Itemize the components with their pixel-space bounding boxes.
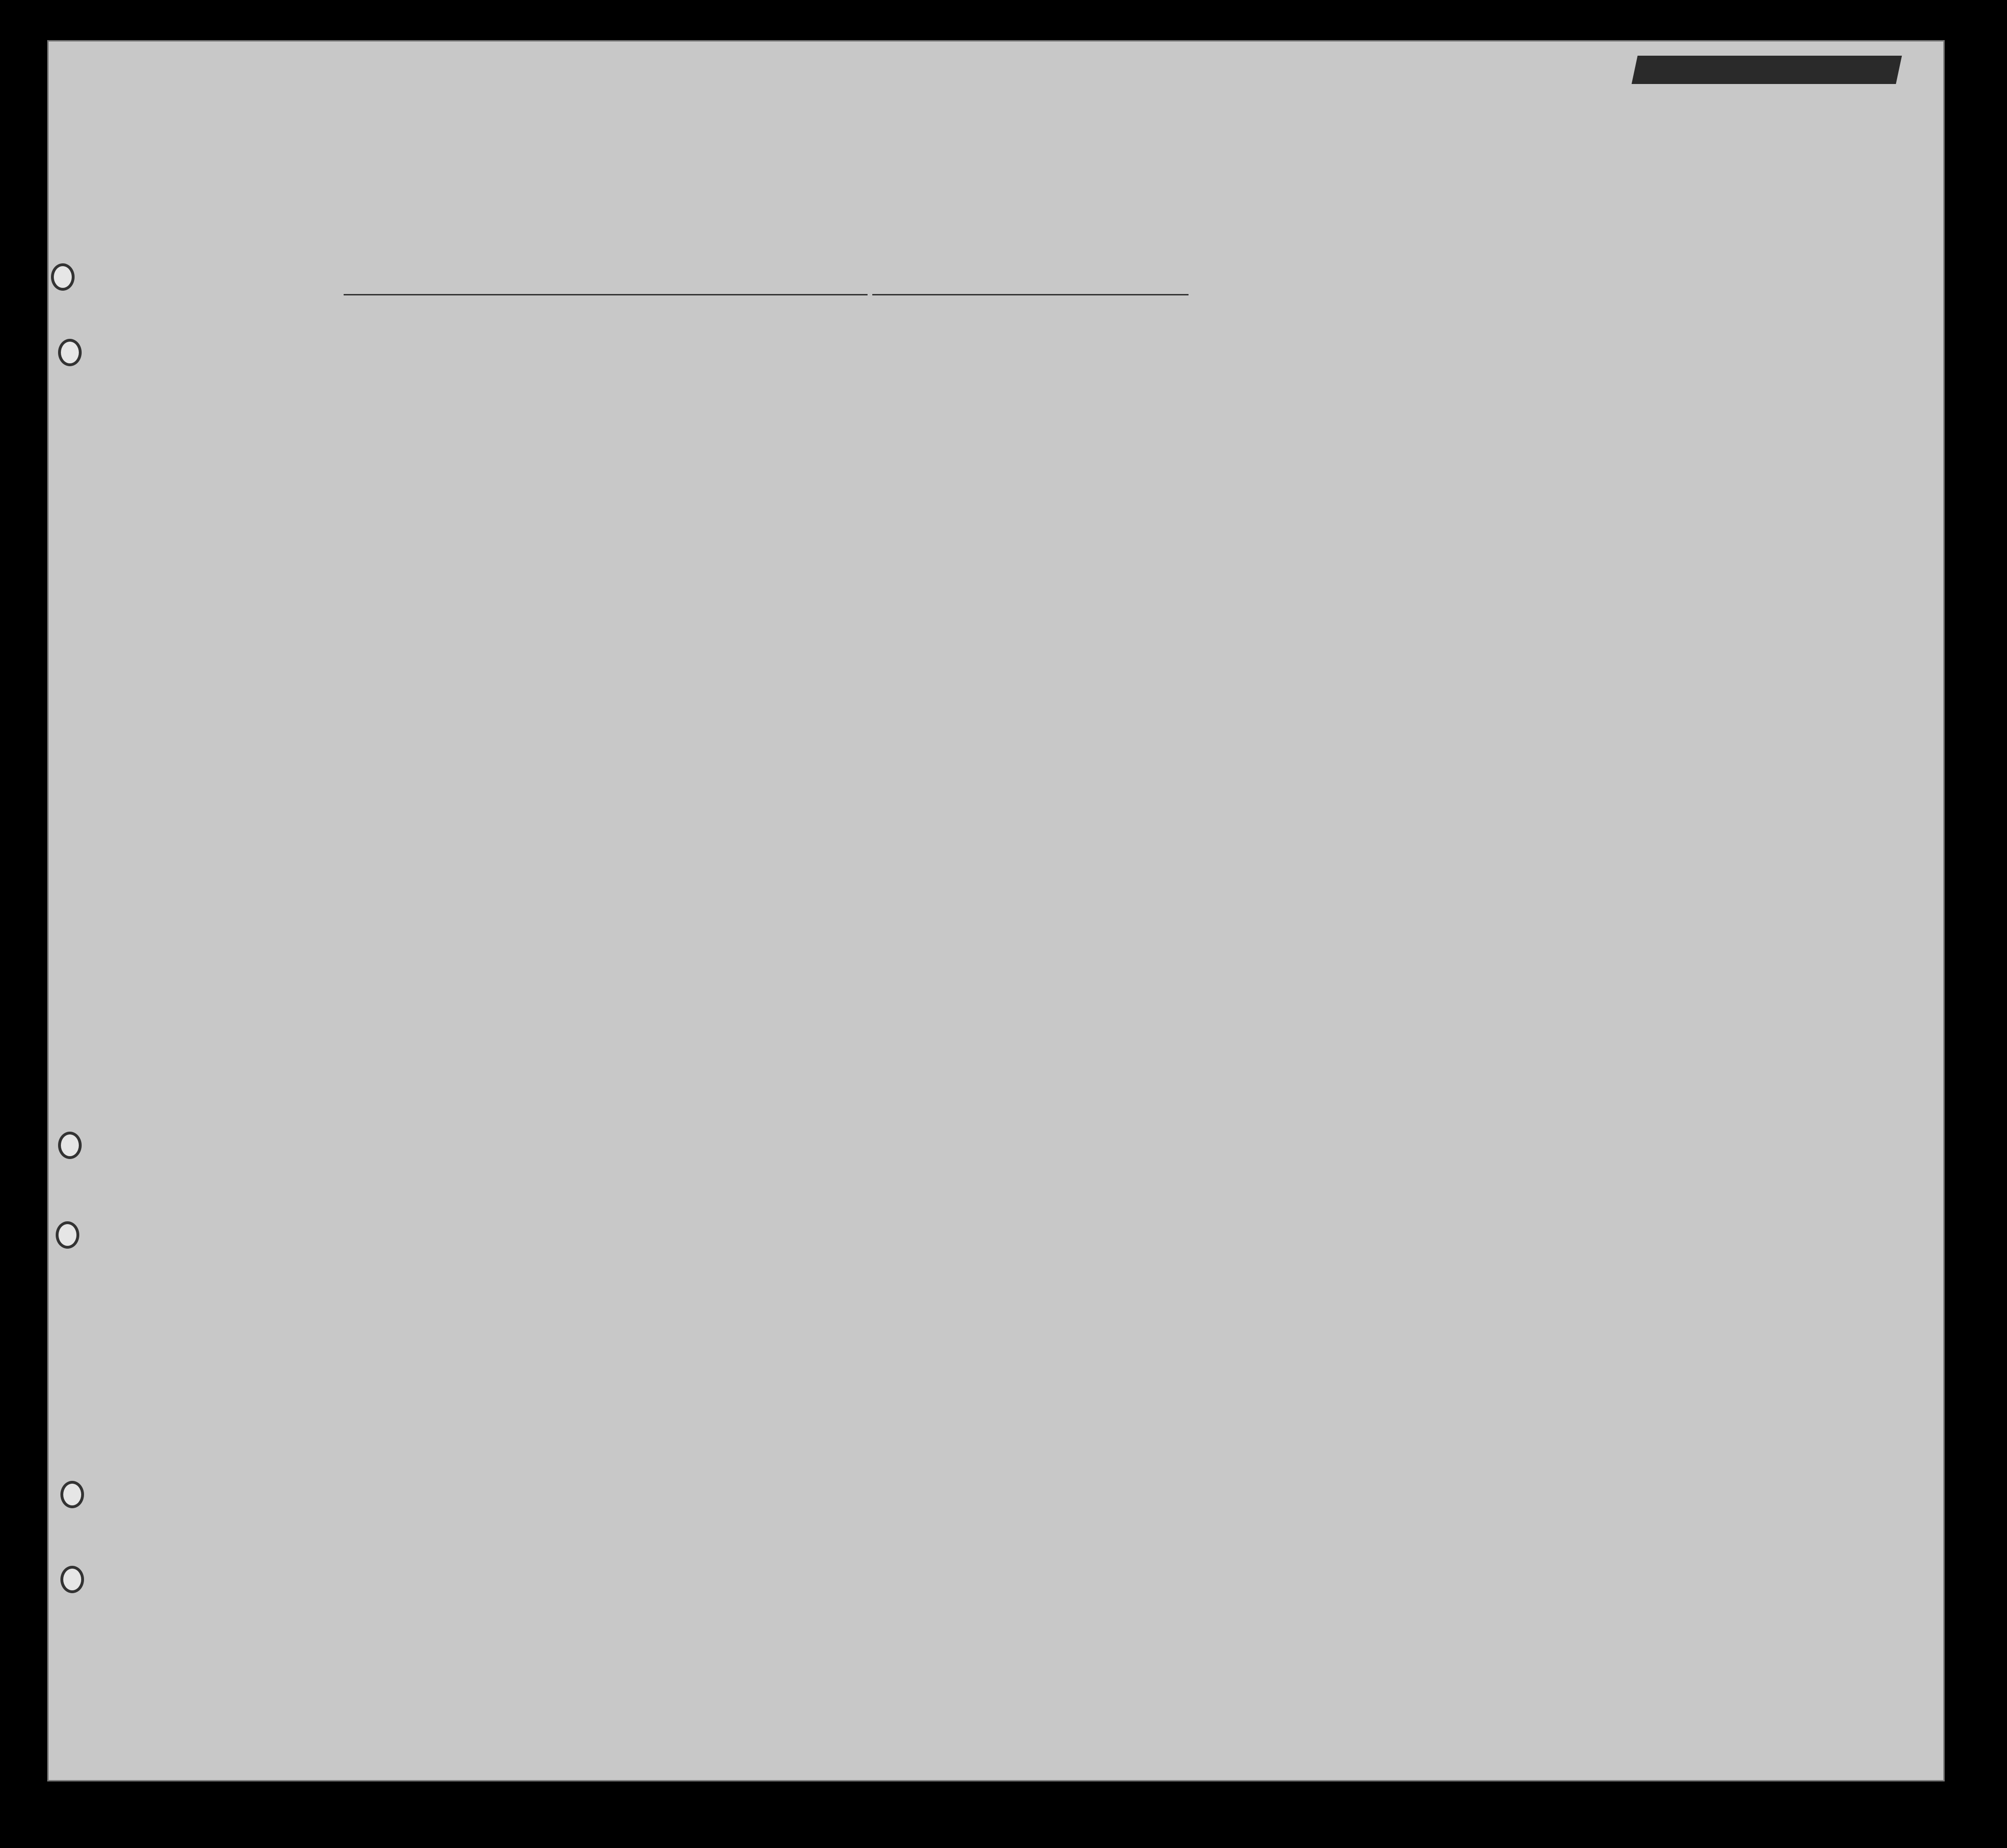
binder-hole <box>60 1566 84 1593</box>
binder-hole <box>60 1481 84 1508</box>
port-underline <box>344 294 868 295</box>
binder-hole <box>51 263 75 291</box>
binder-hole <box>56 1221 79 1249</box>
binder-hole <box>58 339 82 366</box>
folder-tab <box>1632 56 1902 84</box>
date-underline <box>872 294 1189 295</box>
manifest-sheet <box>47 40 1945 1781</box>
binder-hole <box>58 1132 82 1159</box>
